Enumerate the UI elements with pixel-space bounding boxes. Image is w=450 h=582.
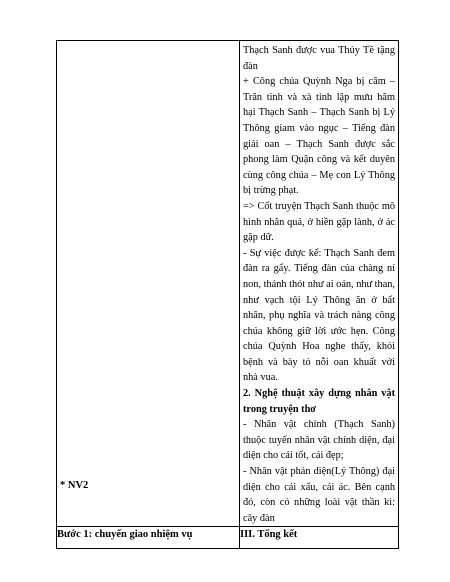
table-row (57, 527, 399, 549)
summary-heading-cell (240, 527, 399, 549)
table-row (57, 41, 399, 527)
antagonist-paragraph: - Nhân vật phản diện(Lý Thông) đại diện cho cái xấu, cái ác. Bên cạnh đó, còn có những loài vật thần kì: cây đàn (243, 466, 395, 524)
protagonist-paragraph: - Nhân vật chính (Thạch Sanh) thuộc tuyến nhân vật chính diện, đại diện cho cái tốt, cái đẹp; (243, 419, 395, 462)
plot-sequence-paragraph: + Công chúa Quỳnh Nga bị câm – Trăn tinh và xà tinh lập mưu hãm hại Thạch Sanh – Thạch Sanh bị Lý Thông giam vào ngục – Tiếng đàn giải oan – Thạch Sanh được sắc phong làm Quận công và kết duyên cùng công chúa – Mẹ con Lý Thông bị trừng phạt. (243, 76, 395, 197)
step1-cell (57, 527, 240, 549)
activity-cell (57, 41, 240, 527)
nv2-label: * NV2 (60, 480, 89, 491)
narrated-event-paragraph: - Sự việc được kể: Thạch Sanh đem đàn ra gẩy. Tiếng đàn của chàng ní non, thánh thót như ai oán, như than, như vạch tội Lý Thông ăn ở bất nhân, phụ nghĩa và trách nàng công chúa không giữ lời ước hẹn. Công chúa Quỳnh Hoa nghe thấy, khỏi bệnh và bày tỏ nỗi oan khuất với nhà vua. (243, 247, 395, 384)
section-3-heading: III. Tổng kết (240, 529, 298, 541)
content-cell (240, 41, 399, 527)
step1-label: Bước 1: chuyển giao nhiệm vụ (57, 529, 193, 541)
story-summary-line: Thạch Sanh được vua Thủy Tề tặng đàn (243, 45, 395, 72)
section-2-heading: 2. Nghệ thuật xây dựng nhân vật trong truyện thơ (243, 388, 395, 415)
lesson-table (56, 40, 399, 549)
plot-model-conclusion: => Cốt truyện Thạch Sanh thuộc mô hình nhân quả, ở hiền gặp lành, ở ác gặp dữ. (243, 200, 395, 244)
